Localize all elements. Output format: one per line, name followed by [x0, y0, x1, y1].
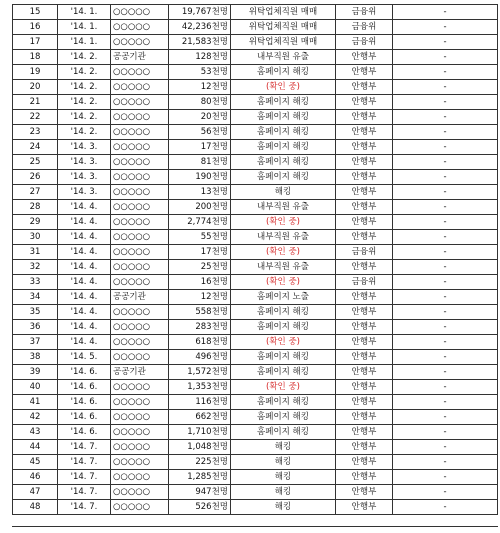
date-cell: '14. 4. — [58, 215, 111, 230]
leak-type-cell: 홈페이지 해킹 — [231, 125, 336, 140]
department-cell: 금융위 — [336, 35, 393, 50]
organization-cell: ○○○○○ — [111, 470, 169, 485]
department-cell: 안행부 — [336, 155, 393, 170]
row-number-cell: 22 — [13, 110, 58, 125]
note-cell: - — [393, 5, 498, 20]
row-number-cell: 15 — [13, 5, 58, 20]
leak-count-cell: 1,048천명 — [169, 440, 231, 455]
leak-count-cell: 496천명 — [169, 350, 231, 365]
organization-cell: ○○○○○ — [111, 305, 169, 320]
department-cell: 안행부 — [336, 50, 393, 65]
note-cell: - — [393, 155, 498, 170]
date-cell: '14. 4. — [58, 200, 111, 215]
note-cell: - — [393, 350, 498, 365]
leak-count-cell: 2,774천명 — [169, 215, 231, 230]
table-row — [13, 110, 498, 125]
table-row — [13, 170, 498, 185]
leak-count-cell: 225천명 — [169, 455, 231, 470]
department-cell: 안행부 — [336, 485, 393, 500]
department-cell: 금융위 — [336, 5, 393, 20]
date-cell: '14. 2. — [58, 110, 111, 125]
leak-count-cell: 190천명 — [169, 170, 231, 185]
row-number-cell: 27 — [13, 185, 58, 200]
date-cell: '14. 6. — [58, 395, 111, 410]
date-cell: '14. 4. — [58, 260, 111, 275]
date-cell: '14. 4. — [58, 290, 111, 305]
leak-count-cell: 947천명 — [169, 485, 231, 500]
leak-count-cell: 200천명 — [169, 200, 231, 215]
date-cell: '14. 4. — [58, 335, 111, 350]
note-cell: - — [393, 215, 498, 230]
leak-type-cell: (확인 중) — [231, 215, 336, 230]
department-cell: 안행부 — [336, 125, 393, 140]
row-number-cell: 16 — [13, 20, 58, 35]
department-cell: 금융위 — [336, 20, 393, 35]
row-number-cell: 34 — [13, 290, 58, 305]
table-row — [13, 5, 498, 20]
leak-type-cell: (확인 중) — [231, 245, 336, 260]
note-cell: - — [393, 20, 498, 35]
department-cell: 안행부 — [336, 410, 393, 425]
row-number-cell: 45 — [13, 455, 58, 470]
table-row — [13, 425, 498, 440]
note-cell: - — [393, 170, 498, 185]
date-cell: '14. 6. — [58, 380, 111, 395]
table-row — [13, 380, 498, 395]
leak-count-cell: 20천명 — [169, 110, 231, 125]
row-number-cell: 31 — [13, 245, 58, 260]
department-cell: 금융위 — [336, 275, 393, 290]
table-row — [13, 305, 498, 320]
department-cell: 안행부 — [336, 455, 393, 470]
department-cell: 안행부 — [336, 185, 393, 200]
row-number-cell: 36 — [13, 320, 58, 335]
organization-cell: ○○○○○ — [111, 335, 169, 350]
note-cell: - — [393, 35, 498, 50]
date-cell: '14. 7. — [58, 500, 111, 515]
table-row — [13, 395, 498, 410]
row-number-cell: 17 — [13, 35, 58, 50]
organization-cell: ○○○○○ — [111, 20, 169, 35]
organization-cell: ○○○○○ — [111, 155, 169, 170]
leak-type-cell: 홈페이지 해킹 — [231, 395, 336, 410]
leak-count-cell: 116천명 — [169, 395, 231, 410]
organization-cell: ○○○○○ — [111, 485, 169, 500]
department-cell: 안행부 — [336, 65, 393, 80]
leak-type-cell: 해킹 — [231, 185, 336, 200]
organization-cell: ○○○○○ — [111, 275, 169, 290]
leak-type-cell: (확인 중) — [231, 380, 336, 395]
leak-count-cell: 1,285천명 — [169, 470, 231, 485]
date-cell: '14. 1. — [58, 5, 111, 20]
leak-count-cell: 1,353천명 — [169, 380, 231, 395]
note-cell: - — [393, 365, 498, 380]
row-number-cell: 18 — [13, 50, 58, 65]
row-number-cell: 23 — [13, 125, 58, 140]
department-cell: 안행부 — [336, 140, 393, 155]
note-cell: - — [393, 185, 498, 200]
leak-type-cell: 위탁업체직원 매매 — [231, 35, 336, 50]
leak-type-cell: (확인 중) — [231, 275, 336, 290]
leak-count-cell: 21,583천명 — [169, 35, 231, 50]
table-row — [13, 65, 498, 80]
row-number-cell: 35 — [13, 305, 58, 320]
leak-type-cell: 홈페이지 해킹 — [231, 305, 336, 320]
table-body — [13, 5, 498, 515]
organization-cell: ○○○○○ — [111, 380, 169, 395]
row-number-cell: 20 — [13, 80, 58, 95]
date-cell: '14. 7. — [58, 440, 111, 455]
row-number-cell: 43 — [13, 425, 58, 440]
table-row — [13, 275, 498, 290]
leak-type-cell: 해킹 — [231, 485, 336, 500]
department-cell: 안행부 — [336, 80, 393, 95]
date-cell: '14. 3. — [58, 185, 111, 200]
row-number-cell: 40 — [13, 380, 58, 395]
table-row — [13, 20, 498, 35]
leak-type-cell: 홈페이지 노출 — [231, 290, 336, 305]
organization-cell: ○○○○○ — [111, 170, 169, 185]
department-cell: 안행부 — [336, 215, 393, 230]
leak-count-cell: 17천명 — [169, 245, 231, 260]
row-number-cell: 32 — [13, 260, 58, 275]
leak-type-cell: 홈페이지 해킹 — [231, 140, 336, 155]
date-cell: '14. 4. — [58, 320, 111, 335]
leak-type-cell: 홈페이지 해킹 — [231, 65, 336, 80]
organization-cell: 공공기관 — [111, 290, 169, 305]
organization-cell: ○○○○○ — [111, 185, 169, 200]
note-cell: - — [393, 320, 498, 335]
leak-type-cell: 해킹 — [231, 440, 336, 455]
leak-count-cell: 283천명 — [169, 320, 231, 335]
row-number-cell: 19 — [13, 65, 58, 80]
date-cell: '14. 5. — [58, 350, 111, 365]
table-row — [13, 440, 498, 455]
leak-count-cell: 12천명 — [169, 290, 231, 305]
leak-count-cell: 558천명 — [169, 305, 231, 320]
organization-cell: 공공기관 — [111, 50, 169, 65]
department-cell: 안행부 — [336, 170, 393, 185]
row-number-cell: 33 — [13, 275, 58, 290]
note-cell: - — [393, 455, 498, 470]
leak-count-cell: 53천명 — [169, 65, 231, 80]
leak-type-cell: 홈페이지 해킹 — [231, 95, 336, 110]
organization-cell: ○○○○○ — [111, 410, 169, 425]
department-cell: 안행부 — [336, 200, 393, 215]
row-number-cell: 29 — [13, 215, 58, 230]
leak-count-cell: 618천명 — [169, 335, 231, 350]
row-number-cell: 21 — [13, 95, 58, 110]
organization-cell: ○○○○○ — [111, 80, 169, 95]
leak-type-cell: 홈페이지 해킹 — [231, 365, 336, 380]
leak-count-cell: 19,767천명 — [169, 5, 231, 20]
row-number-cell: 39 — [13, 365, 58, 380]
table-row — [13, 35, 498, 50]
organization-cell: ○○○○○ — [111, 230, 169, 245]
table-row — [13, 455, 498, 470]
row-number-cell: 38 — [13, 350, 58, 365]
date-cell: '14. 2. — [58, 65, 111, 80]
note-cell: - — [393, 260, 498, 275]
date-cell: '14. 7. — [58, 455, 111, 470]
note-cell: - — [393, 305, 498, 320]
table-row — [13, 350, 498, 365]
leak-count-cell: 662천명 — [169, 410, 231, 425]
note-cell: - — [393, 380, 498, 395]
table-row — [13, 80, 498, 95]
organization-cell: ○○○○○ — [111, 215, 169, 230]
date-cell: '14. 7. — [58, 485, 111, 500]
organization-cell: ○○○○○ — [111, 440, 169, 455]
date-cell: '14. 3. — [58, 155, 111, 170]
date-cell: '14. 6. — [58, 365, 111, 380]
table-row — [13, 185, 498, 200]
date-cell: '14. 1. — [58, 20, 111, 35]
leak-type-cell: 해킹 — [231, 455, 336, 470]
note-cell: - — [393, 290, 498, 305]
department-cell: 안행부 — [336, 290, 393, 305]
leak-count-cell: 55천명 — [169, 230, 231, 245]
leak-count-cell: 42,236천명 — [169, 20, 231, 35]
date-cell: '14. 7. — [58, 470, 111, 485]
leak-type-cell: (확인 중) — [231, 335, 336, 350]
leak-type-cell: 내부직원 유출 — [231, 260, 336, 275]
organization-cell: ○○○○○ — [111, 125, 169, 140]
leak-type-cell: 홈페이지 해킹 — [231, 350, 336, 365]
table-row — [13, 200, 498, 215]
incident-table — [12, 4, 498, 515]
leak-type-cell: 홈페이지 해킹 — [231, 155, 336, 170]
note-cell: - — [393, 230, 498, 245]
note-cell: - — [393, 500, 498, 515]
department-cell: 안행부 — [336, 365, 393, 380]
department-cell: 안행부 — [336, 305, 393, 320]
note-cell: - — [393, 50, 498, 65]
organization-cell: ○○○○○ — [111, 95, 169, 110]
leak-type-cell: 위탁업체직원 매매 — [231, 5, 336, 20]
organization-cell: ○○○○○ — [111, 35, 169, 50]
date-cell: '14. 6. — [58, 425, 111, 440]
organization-cell: ○○○○○ — [111, 65, 169, 80]
table-row — [13, 260, 498, 275]
date-cell: '14. 2. — [58, 50, 111, 65]
note-cell: - — [393, 125, 498, 140]
date-cell: '14. 3. — [58, 140, 111, 155]
organization-cell: ○○○○○ — [111, 350, 169, 365]
date-cell: '14. 6. — [58, 410, 111, 425]
leak-count-cell: 25천명 — [169, 260, 231, 275]
table-row — [13, 290, 498, 305]
date-cell: '14. 4. — [58, 230, 111, 245]
department-cell: 안행부 — [336, 335, 393, 350]
row-number-cell: 37 — [13, 335, 58, 350]
leak-count-cell: 128천명 — [169, 50, 231, 65]
note-cell: - — [393, 440, 498, 455]
department-cell: 안행부 — [336, 95, 393, 110]
row-number-cell: 47 — [13, 485, 58, 500]
leak-count-cell: 12천명 — [169, 80, 231, 95]
leak-count-cell: 1,572천명 — [169, 365, 231, 380]
table-row — [13, 155, 498, 170]
department-cell: 안행부 — [336, 395, 393, 410]
note-cell: - — [393, 110, 498, 125]
note-cell: - — [393, 80, 498, 95]
leak-type-cell: 홈페이지 해킹 — [231, 110, 336, 125]
leak-type-cell: 홈페이지 해킹 — [231, 170, 336, 185]
note-cell: - — [393, 245, 498, 260]
date-cell: '14. 4. — [58, 245, 111, 260]
leak-type-cell: 홈페이지 해킹 — [231, 410, 336, 425]
organization-cell: ○○○○○ — [111, 200, 169, 215]
department-cell: 안행부 — [336, 380, 393, 395]
note-cell: - — [393, 425, 498, 440]
organization-cell: ○○○○○ — [111, 455, 169, 470]
leak-count-cell: 1,710천명 — [169, 425, 231, 440]
table-row — [13, 245, 498, 260]
leak-count-cell: 16천명 — [169, 275, 231, 290]
row-number-cell: 24 — [13, 140, 58, 155]
note-cell: - — [393, 200, 498, 215]
leak-count-cell: 81천명 — [169, 155, 231, 170]
note-cell: - — [393, 65, 498, 80]
leak-count-cell: 526천명 — [169, 500, 231, 515]
department-cell: 안행부 — [336, 230, 393, 245]
organization-cell: ○○○○○ — [111, 320, 169, 335]
note-cell: - — [393, 275, 498, 290]
leak-type-cell: 내부직원 유출 — [231, 230, 336, 245]
table-row — [13, 50, 498, 65]
row-number-cell: 26 — [13, 170, 58, 185]
leak-type-cell: 해킹 — [231, 500, 336, 515]
leak-type-cell: 위탁업체직원 매매 — [231, 20, 336, 35]
table-row — [13, 365, 498, 380]
bottom-divider — [12, 526, 498, 527]
row-number-cell: 44 — [13, 440, 58, 455]
leak-count-cell: 56천명 — [169, 125, 231, 140]
table-row — [13, 95, 498, 110]
table-row — [13, 485, 498, 500]
note-cell: - — [393, 395, 498, 410]
row-number-cell: 42 — [13, 410, 58, 425]
department-cell: 안행부 — [336, 470, 393, 485]
row-number-cell: 46 — [13, 470, 58, 485]
table-row — [13, 320, 498, 335]
row-number-cell: 41 — [13, 395, 58, 410]
date-cell: '14. 2. — [58, 80, 111, 95]
department-cell: 안행부 — [336, 350, 393, 365]
note-cell: - — [393, 335, 498, 350]
table-row — [13, 335, 498, 350]
department-cell: 안행부 — [336, 320, 393, 335]
note-cell: - — [393, 410, 498, 425]
note-cell: - — [393, 470, 498, 485]
leak-type-cell: 해킹 — [231, 470, 336, 485]
leak-type-cell: 내부직원 유출 — [231, 200, 336, 215]
department-cell: 금융위 — [336, 245, 393, 260]
note-cell: - — [393, 485, 498, 500]
leak-count-cell: 17천명 — [169, 140, 231, 155]
leak-type-cell: (확인 중) — [231, 80, 336, 95]
date-cell: '14. 2. — [58, 95, 111, 110]
department-cell: 안행부 — [336, 110, 393, 125]
table-row — [13, 140, 498, 155]
organization-cell: ○○○○○ — [111, 110, 169, 125]
organization-cell: ○○○○○ — [111, 395, 169, 410]
organization-cell: ○○○○○ — [111, 500, 169, 515]
leak-count-cell: 13천명 — [169, 185, 231, 200]
department-cell: 안행부 — [336, 425, 393, 440]
note-cell: - — [393, 95, 498, 110]
date-cell: '14. 2. — [58, 125, 111, 140]
row-number-cell: 48 — [13, 500, 58, 515]
organization-cell: ○○○○○ — [111, 5, 169, 20]
leak-type-cell: 내부직원 유출 — [231, 50, 336, 65]
department-cell: 안행부 — [336, 500, 393, 515]
organization-cell: ○○○○○ — [111, 425, 169, 440]
date-cell: '14. 3. — [58, 170, 111, 185]
organization-cell: ○○○○○ — [111, 260, 169, 275]
table-row — [13, 215, 498, 230]
table-row — [13, 500, 498, 515]
date-cell: '14. 1. — [58, 35, 111, 50]
table-row — [13, 470, 498, 485]
leak-type-cell: 홈페이지 해킹 — [231, 320, 336, 335]
date-cell: '14. 4. — [58, 275, 111, 290]
table-row — [13, 125, 498, 140]
table-row — [13, 230, 498, 245]
department-cell: 안행부 — [336, 440, 393, 455]
leak-type-cell: 홈페이지 해킹 — [231, 425, 336, 440]
department-cell: 안행부 — [336, 260, 393, 275]
date-cell: '14. 4. — [58, 305, 111, 320]
organization-cell: 공공기관 — [111, 365, 169, 380]
row-number-cell: 30 — [13, 230, 58, 245]
row-number-cell: 25 — [13, 155, 58, 170]
table-row — [13, 410, 498, 425]
leak-count-cell: 80천명 — [169, 95, 231, 110]
organization-cell: ○○○○○ — [111, 140, 169, 155]
row-number-cell: 28 — [13, 200, 58, 215]
note-cell: - — [393, 140, 498, 155]
organization-cell: ○○○○○ — [111, 245, 169, 260]
